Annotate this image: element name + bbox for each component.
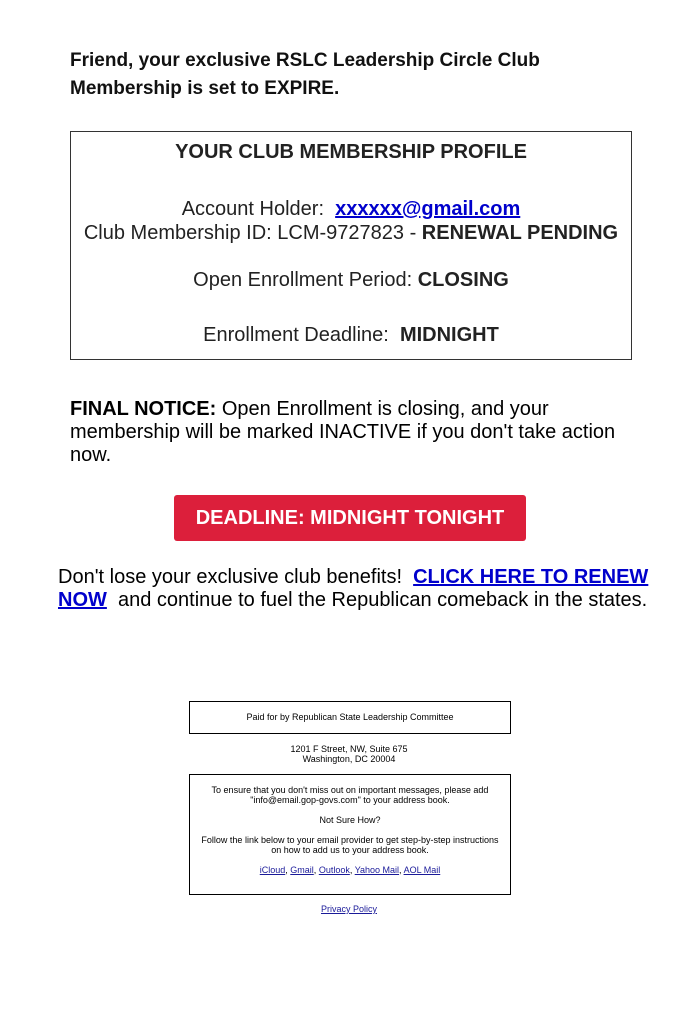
- enrollment-value: CLOSING: [417, 269, 509, 291]
- deadline-label: Enrollment Deadline:: [203, 324, 389, 346]
- renewal-status: RENEWAL PENDING: [421, 222, 619, 244]
- provider-links: iCloud, Gmail, Outlook, Yahoo Mail, AOL Mail: [259, 865, 441, 875]
- renew-link[interactable]: CLICK HERE TO RENEW NOW: [58, 566, 649, 611]
- yahoo-link[interactable]: Yahoo Mail: [354, 865, 400, 875]
- address-line-1: 1201 F Street, NW, Suite 675: [290, 744, 408, 754]
- deadline-line: [71, 324, 631, 347]
- privacy-footer: [189, 904, 509, 914]
- paid-for-box: Paid for by Republican State Leadership Committee: [189, 701, 511, 734]
- outlook-link[interactable]: Outlook: [318, 865, 350, 875]
- notice-label: FINAL NOTICE:: [70, 398, 217, 420]
- gmail-link[interactable]: Gmail: [290, 865, 314, 875]
- not-sure-text: Not Sure How?: [319, 815, 381, 825]
- renew-paragraph: [58, 566, 658, 612]
- account-label: Account Holder:: [181, 198, 324, 220]
- notice-text: Open Enrollment is closing, and your membership will be marked INACTIVE if you don't take action now.: [70, 398, 616, 466]
- profile-title: YOUR CLUB MEMBERSHIP PROFILE: [175, 141, 527, 163]
- follow-text: Follow the link below to your email provider to get step-by-step instructions on how to add us to your address book.: [201, 835, 499, 855]
- deadline-value: MIDNIGHT: [399, 324, 499, 346]
- address: [189, 744, 509, 764]
- account-email-link[interactable]: xxxxxx@gmail.com: [335, 198, 521, 220]
- address-book-box: [189, 774, 511, 895]
- enrollment-label: Open Enrollment Period:: [193, 269, 413, 291]
- final-notice: [70, 398, 640, 467]
- membership-id-line: [71, 222, 631, 245]
- aol-link[interactable]: AOL Mail: [403, 865, 441, 875]
- icloud-link[interactable]: iCloud: [259, 865, 286, 875]
- membership-profile-box: [70, 131, 632, 360]
- account-holder-line: [71, 196, 631, 222]
- privacy-policy-link[interactable]: Privacy Policy: [320, 904, 377, 914]
- headline: Friend, your exclusive RSLC Leadership Circle Club Membership is set to EXPIRE.: [70, 50, 540, 99]
- renew-text: Don't lose your exclusive club benefits!: [58, 566, 414, 588]
- ensure-text: To ensure that you don't miss out on important messages, please add "info@email.gop-govs.com" to your address book.: [211, 785, 489, 805]
- deadline-button[interactable]: DEADLINE: MIDNIGHT TONIGHT: [174, 495, 526, 541]
- renew-text-after: and continue to fuel the Republican comeback in the states.: [106, 589, 648, 611]
- membership-id: Club Membership ID: LCM-9727823 -: [83, 222, 417, 244]
- address-line-2: Washington, DC 20004: [302, 754, 396, 764]
- enrollment-line: [71, 269, 631, 292]
